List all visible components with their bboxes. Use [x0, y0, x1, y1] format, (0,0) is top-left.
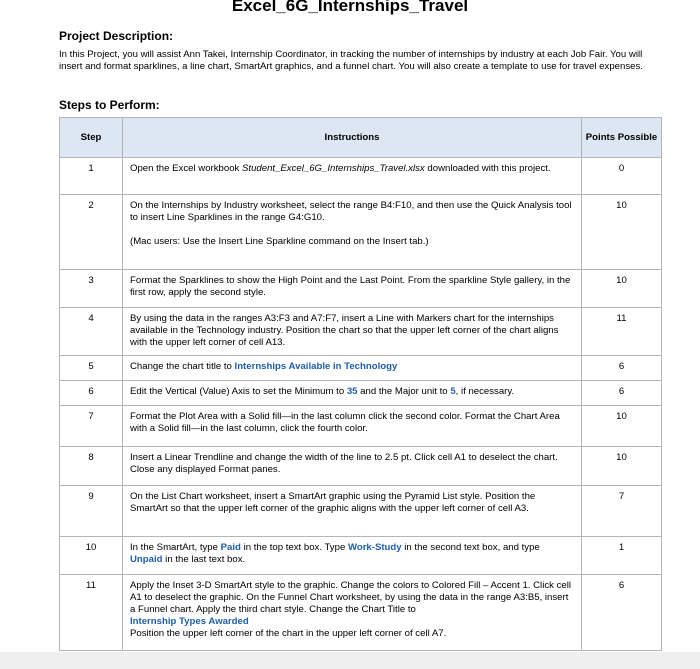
step-instructions	[123, 356, 582, 381]
table-row	[60, 447, 662, 486]
instruction-text: Change the chart title to	[130, 361, 235, 372]
step-instructions	[123, 158, 582, 195]
header-instructions: Instructions	[123, 118, 582, 158]
instruction-text: Apply the Inset 3-D SmartArt style to the graphic. Change the colors to Colored Fill – Accent 1. Click cell A1 to deselect the graphic. On the Funnel Chart worksheet, by using the data in the range A3:B5, insert a Funnel chart. Apply the third chart style. Change the Chart Title to	[130, 580, 571, 615]
step-points: 10	[582, 447, 662, 486]
instruction-text: Position the upper left corner of the chart in the upper left corner of cell A7.	[130, 628, 447, 639]
typed-value: 35	[346, 386, 358, 397]
step-number: 2	[60, 195, 123, 270]
typed-value: Work-Study	[347, 542, 402, 553]
instruction-text: in the second text box, and type	[401, 542, 540, 553]
project-description-heading: Project Description:	[59, 29, 174, 43]
instruction-filename: Student_Excel_6G_Internships_Travel.xlsx	[242, 163, 425, 174]
step-number: 7	[60, 406, 123, 447]
step-instructions: Format the Plot Area with a Solid fill—in the last column click the second color. Format the Chart Area with a Solid fill—in the last column, click the fourth color.	[123, 406, 582, 447]
typed-value: Unpaid	[130, 554, 163, 565]
step-instructions	[123, 195, 582, 270]
step-instructions: By using the data in the ranges A3:F3 and A7:F7, insert a Line with Markers chart for the internships available in the Technology industry. Position the chart so that the upper left corner of the chart aligns with the upper left corner of cell A13.	[123, 308, 582, 356]
step-points: 0	[582, 158, 662, 195]
step-points: 10	[582, 195, 662, 270]
table-row	[60, 270, 662, 308]
instruction-text: in the last text box.	[162, 554, 246, 565]
typed-value: Internships Available in Technology	[234, 361, 398, 372]
table-row	[60, 486, 662, 537]
step-number: 10	[60, 537, 123, 575]
step-points: 10	[582, 406, 662, 447]
instruction-text: In the SmartArt, type	[130, 542, 221, 553]
step-points: 6	[582, 356, 662, 381]
table-row	[60, 158, 662, 195]
steps-table	[59, 117, 662, 651]
instruction-note: (Mac users: Use the Insert Line Sparkline command on the Insert tab.)	[130, 236, 429, 247]
header-points: Points Possible	[582, 118, 662, 158]
step-instructions: On the List Chart worksheet, insert a SmartArt graphic using the Pyramid List style. Position the SmartArt so that the upper left corner of the graphic aligns with the upper left corner of cell A3.	[123, 486, 582, 537]
instruction-text: and the Major unit to	[357, 386, 451, 397]
step-number: 9	[60, 486, 123, 537]
project-description-text: In this Project, you will assist Ann Takei, Internship Coordinator, in tracking the number of internships by industry at each Job Fair. You will insert and format sparklines, a line chart, SmartArt graphics, and a funnel chart. You will also create a template to use for travel expenses.	[59, 49, 643, 72]
table-row	[60, 308, 662, 356]
table-header-row	[60, 118, 662, 158]
bottom-band	[0, 652, 700, 669]
instruction-text: On the Internships by Industry worksheet, select the range B4:F10, and then use the Quick Analysis tool to insert Line Sparklines in the range G4:G10.	[130, 200, 572, 223]
step-number: 4	[60, 308, 123, 356]
step-points: 10	[582, 270, 662, 308]
table-row	[60, 537, 662, 575]
step-points: 11	[582, 308, 662, 356]
step-instructions: Insert a Linear Trendline and change the width of the line to 2.5 pt. Click cell A1 to deselect the chart. Close any displayed Format panes.	[123, 447, 582, 486]
table-row	[60, 356, 662, 381]
instruction-text: Open the Excel workbook	[130, 163, 242, 174]
step-points: 7	[582, 486, 662, 537]
step-number: 8	[60, 447, 123, 486]
instruction-text: , if necessary.	[455, 386, 515, 397]
header-step: Step	[60, 118, 123, 158]
instruction-text: downloaded with this project.	[424, 163, 551, 174]
step-number: 11	[60, 575, 123, 651]
step-number: 1	[60, 158, 123, 195]
step-instructions	[123, 537, 582, 575]
typed-value: Internship Types Awarded	[130, 616, 249, 627]
step-points: 6	[582, 575, 662, 651]
typed-value: 5	[450, 386, 456, 397]
table-row	[60, 406, 662, 447]
step-points: 6	[582, 381, 662, 406]
document-title: Excel_6G_Internships_Travel	[231, 0, 469, 15]
table-row	[60, 195, 662, 270]
instruction-text: Edit the Vertical (Value) Axis to set the Minimum to	[130, 386, 347, 397]
step-instructions	[123, 381, 582, 406]
typed-value: Paid	[220, 542, 241, 553]
step-number: 3	[60, 270, 123, 308]
step-number: 5	[60, 356, 123, 381]
steps-heading: Steps to Perform:	[59, 98, 160, 112]
instruction-text: in the top text box. Type	[240, 542, 348, 553]
step-points: 1	[582, 537, 662, 575]
table-row	[60, 381, 662, 406]
step-number: 6	[60, 381, 123, 406]
step-instructions	[123, 575, 582, 651]
table-row	[60, 575, 662, 651]
step-instructions: Format the Sparklines to show the High Point and the Last Point. From the sparkline Style gallery, in the first row, apply the second style.	[123, 270, 582, 308]
